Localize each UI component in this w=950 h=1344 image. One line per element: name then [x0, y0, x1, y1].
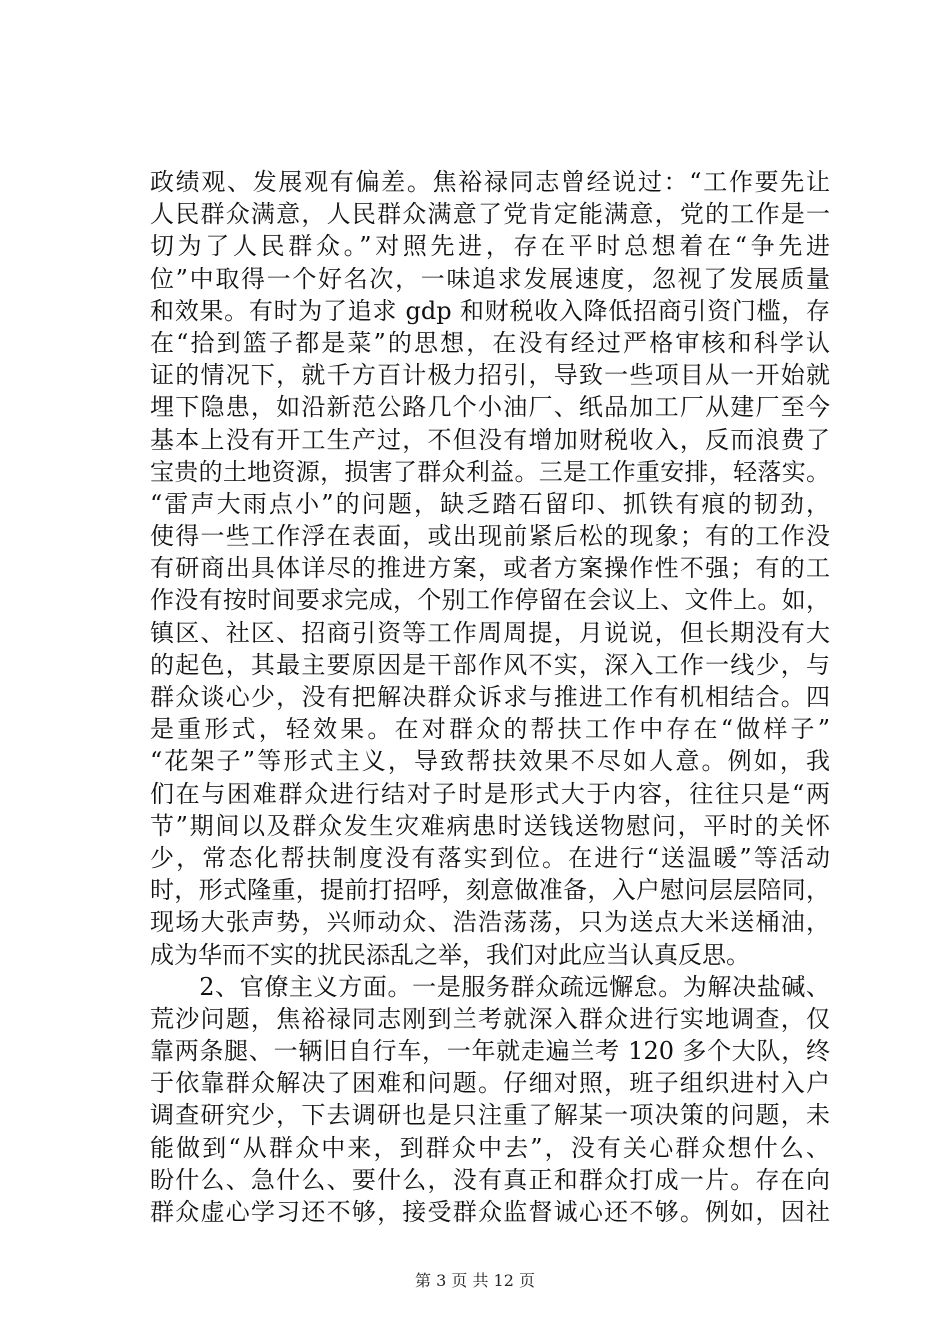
text-line: 群众谈心少，没有把解决群众诉求与推进工作有机相结合。四: [150, 683, 830, 711]
text-line: 在“拾到篮子都是菜”的思想，在没有经过严格审核和科学认: [150, 328, 830, 357]
text-line: 调查研究少，下去调研也是只注重了解某一项决策的问题，未: [150, 1101, 830, 1130]
text-line: 是重形式，轻效果。在对群众的帮扶工作中存在“做样子”: [150, 715, 830, 744]
text-line: 节”期间以及群众发生灾难病患时送钱送物慰问，平时的关怀: [150, 811, 830, 840]
text-line: 们在与困难群众进行结对子时是形式大于内容，往往只是“两: [150, 779, 830, 808]
page-footer: 第 3 页 共 12 页: [415, 1271, 535, 1290]
text-line: 政绩观、发展观有偏差。焦裕禄同志曾经说过：“工作要先让: [150, 168, 830, 196]
text-line: 使得一些工作浮在表面，或出现前紧后松的现象；有的工作没: [150, 522, 830, 551]
text-line: 盼什么、急什么、要什么，没有真正和群众打成一片。存在向: [150, 1165, 830, 1194]
text-line: 的起色，其最主要原因是干部作风不实，深入工作一线少，与: [150, 650, 830, 679]
paragraph-start-line: 2、官僚主义方面。一是服务群众疏远懈怠。为解决盐碱、: [150, 972, 830, 1001]
text-line: 镇区、社区、招商引资等工作周周提，月说说，但长期没有大: [150, 618, 830, 647]
text-line: 证的情况下，就千方百计极力招引，导致一些项目从一开始就: [150, 361, 830, 390]
text-line: 群众虚心学习还不够，接受群众监督诚心还不够。例如，因社: [150, 1198, 830, 1226]
text-line: 宝贵的土地资源，损害了群众利益。三是工作重安排，轻落实。: [150, 457, 830, 486]
body-text: [150, 166, 830, 1228]
text-line: 荒沙问题，焦裕禄同志刚到兰考就深入群众进行实地调查，仅: [150, 1004, 830, 1033]
text-line: 有研商出具体详尽的推进方案，或者方案操作性不强；有的工: [150, 554, 830, 583]
paragraph-end-line: 成为华而不实的扰民添乱之举，我们对此应当认真反思。: [150, 940, 750, 969]
text-line: 靠两条腿、一辆旧自行车，一年就走遍兰考 120 多个大队，终: [150, 1037, 830, 1066]
text-line: 基本上没有开工生产过，不但没有增加财税收入，反而浪费了: [150, 425, 830, 454]
text-line: “雷声大雨点小”的问题，缺乏踏石留印、抓铁有痕的韧劲，: [150, 489, 830, 518]
text-line: 埋下隐患，如沿新范公路几个小油厂、纸品加工厂从建厂至今: [150, 393, 830, 422]
text-line: 人民群众满意，人民群众满意了党肯定能满意，党的工作是一: [150, 200, 830, 229]
text-line: 位”中取得一个好名次，一味追求发展速度，忽视了发展质量: [150, 264, 830, 293]
text-line: 于依靠群众解决了困难和问题。仔细对照，班子组织进村入户: [150, 1069, 830, 1098]
text-line: 切为了人民群众。”对照先进，存在平时总想着在“争先进: [150, 232, 830, 261]
text-line: 现场大张声势，兴师动众、浩浩荡荡，只为送点大米送桶油，: [150, 908, 830, 937]
text-line: 和效果。有时为了追求 gdp 和财税收入降低招商引资门槛，存: [150, 296, 830, 325]
text-line: 少，常态化帮扶制度没有落实到位。在进行“送温暖”等活动: [150, 843, 830, 872]
text-line: “花架子”等形式主义，导致帮扶效果不尽如人意。例如，我: [150, 747, 830, 776]
text-line: 时，形式隆重，提前打招呼，刻意做准备，入户慰问层层陪同，: [150, 876, 830, 905]
text-line: 能做到“从群众中来，到群众中去”，没有关心群众想什么、: [150, 1133, 830, 1162]
text-line: 作没有按时间要求完成，个别工作停留在会议上、文件上。如，: [150, 586, 830, 615]
